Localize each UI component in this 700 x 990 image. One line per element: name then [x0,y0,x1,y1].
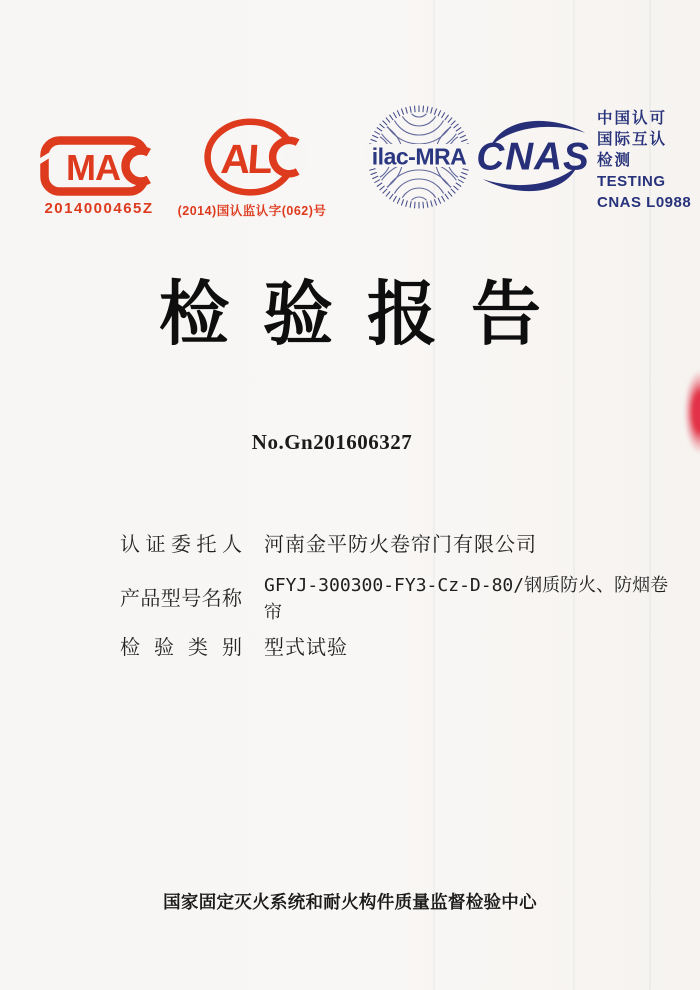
field-label: 检 验 类 别 [120,637,242,659]
report-number: No.Gn201606327 [251,430,413,454]
al-letters: AL [219,135,272,182]
cma-logo [40,136,162,201]
field-value: 河南金平防火卷帘门有限公司 [264,534,537,556]
cnas-line: 国际互认 [597,131,668,148]
al-mark-icon [202,116,306,200]
cnas-line: TESTING [597,173,666,190]
cma-letters: MA [66,147,120,188]
al-logo [202,116,306,205]
cnas-mark-icon [477,113,591,199]
field-row-inspection-type [120,635,680,661]
ilac-mra-label: ilac-MRA [371,143,467,170]
field-label: 产品型号名称 [120,588,242,610]
cnas-line: CNAS L0988 [597,194,692,211]
ilac-globe-icon [365,103,473,211]
report-fields [120,532,680,675]
field-row-applicant [120,532,680,558]
cnas-letters: CNAS [477,135,590,179]
ilac-mra-logo [365,103,473,211]
cnas-line: 检测 [597,152,633,169]
cnas-line: 中国认可 [597,110,668,127]
issuing-organization: 国家固定灭火系统和耐火构件质量监督检验中心 [163,892,537,912]
cnas-accreditation-text [597,108,699,213]
cma-mark-icon [40,136,158,196]
field-row-product-model [120,572,680,626]
red-seal-edge [684,370,700,454]
al-code: (2014)国认监认字(062)号 [177,204,327,218]
cma-code: 2014000465Z [44,200,154,217]
field-value: GFYJ-300300-FY3-Cz-D-80/钢质防火、防烟卷帘 [264,575,669,623]
field-label: 认 证 委 托 人 [120,534,242,556]
field-value: 型式试验 [264,637,348,659]
page-title: 检验报告 [159,275,575,353]
cnas-logo [477,113,591,199]
